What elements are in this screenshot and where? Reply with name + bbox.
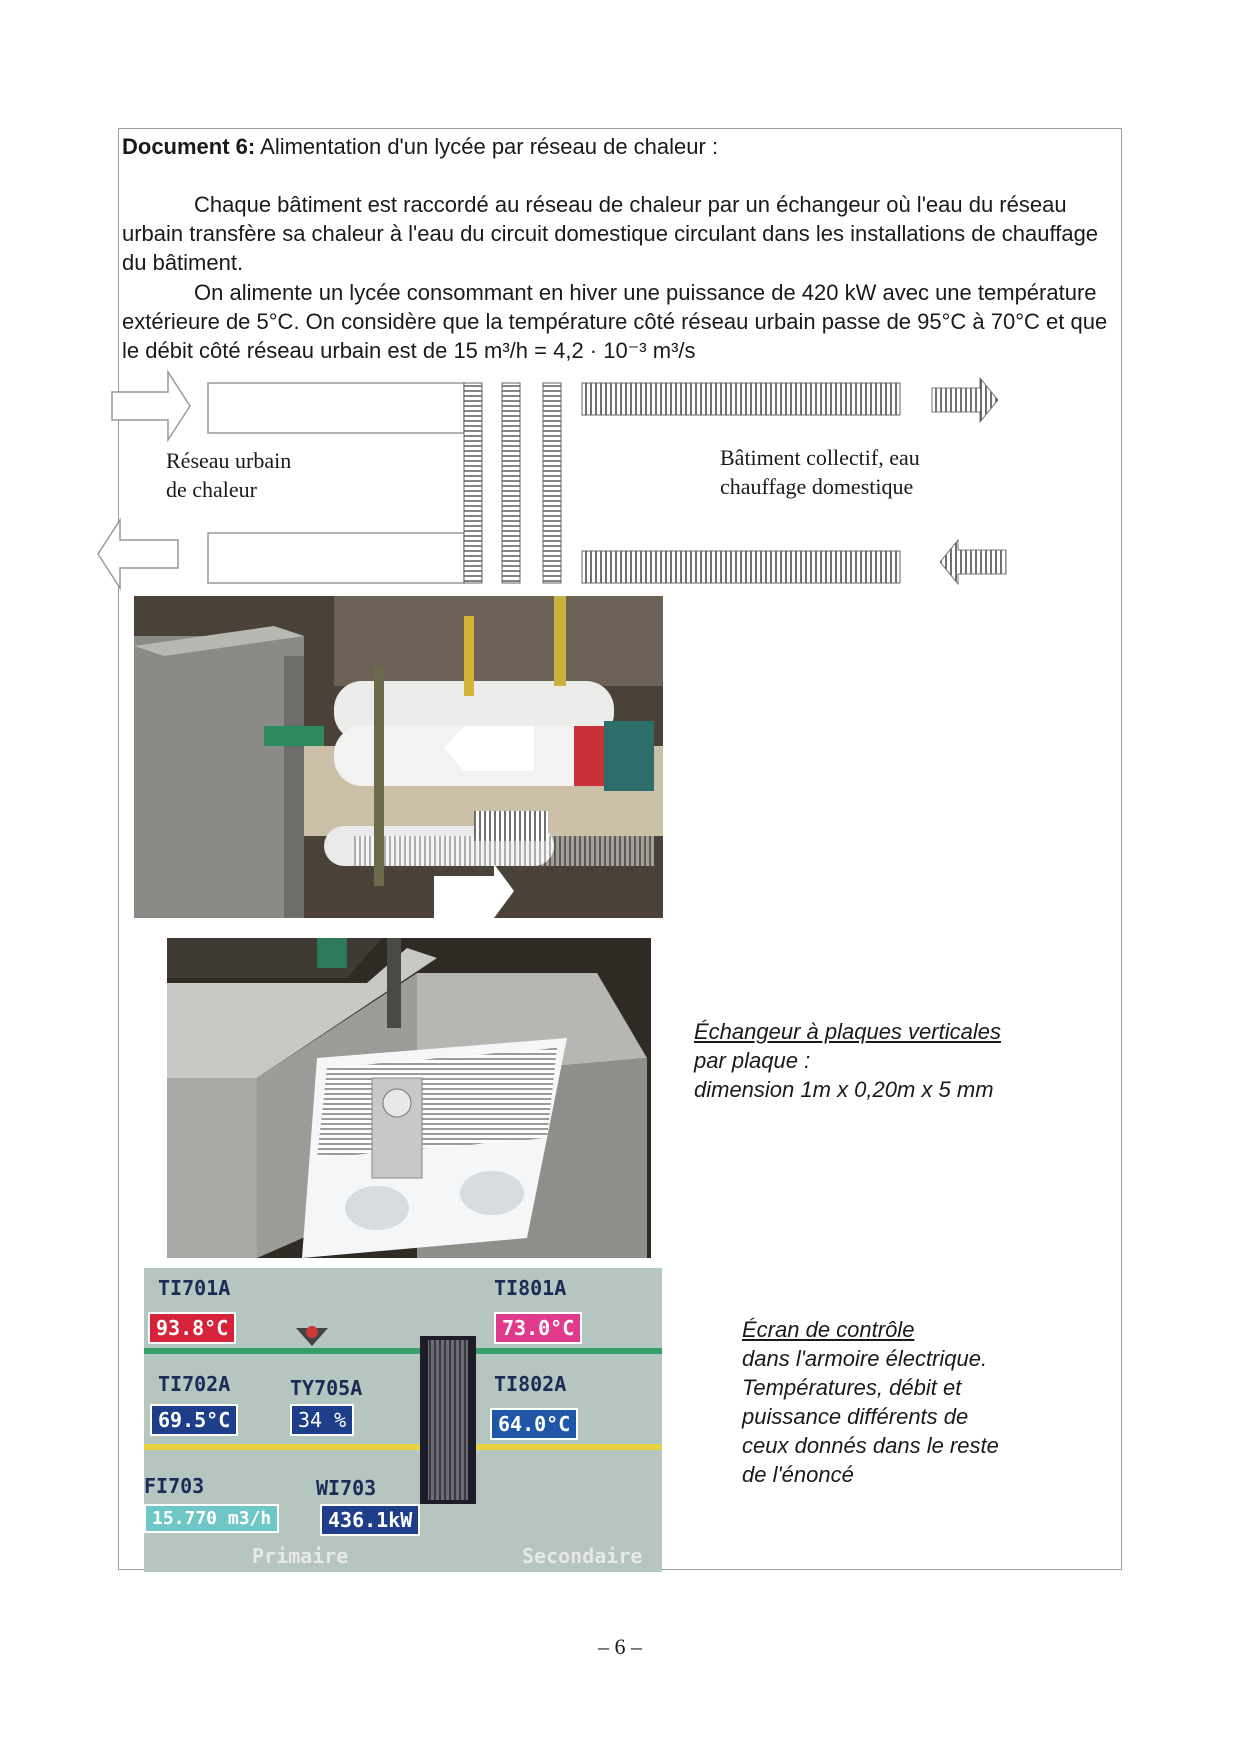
paragraph-lycee: On alimente un lycée consommant en hiver une puissance de 420 kW avec une température extérieure de 5°C. On considère que la température côté réseau urbain passe de 95°C à 70°C et que le débit côté réseau urbain est de 15 m³/h = 4,2 · 10⁻³ m³/s (122, 280, 1108, 363)
ti802a-tag: TI802A (494, 1372, 567, 1396)
inlet-arrow (112, 372, 190, 440)
ti802a-value: 64.0°C (490, 1408, 578, 1440)
paragraph-exchanger: Chaque bâtiment est raccordé au réseau de chaleur par un échangeur où l'eau du réseau urbain transfère sa chaleur à l'eau du circuit domestique circulant dans les installations de chauffage du bâtiment. (122, 192, 1099, 275)
wi703-value: 436.1kW (320, 1504, 420, 1536)
ti701a-tag: TI701A (158, 1276, 231, 1300)
diagram-right-label: Bâtiment collectif, eau chauffage domestique (720, 445, 920, 499)
pipes-photo (134, 596, 663, 918)
secondary-label: Secondaire (522, 1544, 643, 1568)
ti801a-value: 73.0°C (494, 1312, 582, 1344)
secondary-pipe-top (582, 383, 900, 415)
diagram-left-label: Réseau urbain de chaleur (166, 448, 292, 502)
control-screen (144, 1268, 662, 1572)
exchanger-plate (502, 383, 520, 583)
secondary-return-arrow (940, 540, 1006, 584)
ti702a-value: 69.5°C (150, 1404, 238, 1436)
ti702a-tag: TI702A (158, 1372, 231, 1396)
exchanger-plate (464, 383, 482, 583)
primary-pipe-top (208, 383, 464, 433)
ty705a-value: 34 % (290, 1404, 354, 1436)
page-number: – 6 – (598, 1634, 642, 1659)
secondary-pipe-bottom (582, 551, 900, 583)
primary-label: Primaire (252, 1544, 349, 1568)
wi703-tag: WI703 (316, 1476, 377, 1500)
fi703-tag: FI703 (144, 1474, 205, 1498)
exchanger-caption: Échangeur à plaques verticales par plaque : dimension 1m x 0,20m x 5 mm (694, 1019, 1001, 1102)
secondary-out-arrow (932, 378, 998, 422)
heat-network-diagram (0, 0, 1240, 600)
ti701a-value: 93.8°C (148, 1312, 236, 1344)
exchanger-plate (543, 383, 561, 583)
primary-pipe-bottom (208, 533, 464, 583)
screen-caption: Écran de contrôle dans l'armoire électrique. Températures, débit et puissance différents de ceux donnés dans le reste de l'énoncé (742, 1317, 999, 1487)
outlet-arrow (98, 520, 178, 588)
fi703-value: 15.770 m3/h (144, 1504, 279, 1533)
exchanger-photo (167, 938, 651, 1258)
ty705a-tag: TY705A (290, 1376, 363, 1400)
document-heading: Document 6: Alimentation d'un lycée par réseau de chaleur : (122, 134, 719, 159)
ti801a-tag: TI801A (494, 1276, 567, 1300)
